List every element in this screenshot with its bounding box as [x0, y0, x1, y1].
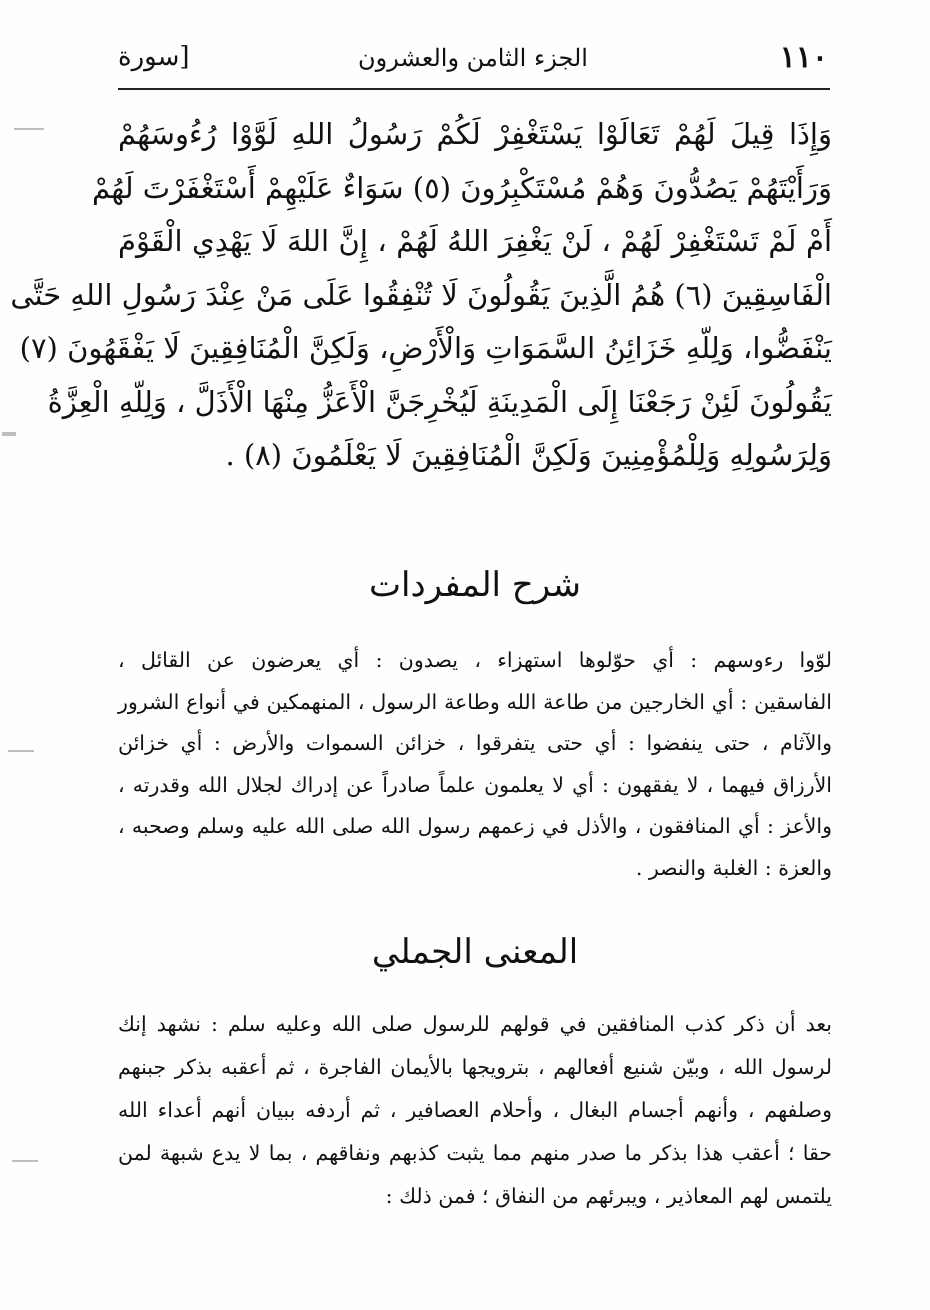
- quran-line: يَقُولُونَ لَئِنْ رَجَعْنَا إِلَى الْمَدِينَةِ لَيُخْرِجَنَّ الْأَعَزُّ مِنْهَا الْأَذَلَّ ، وَلِلّهِ الْعِزَّةُ: [47, 384, 832, 419]
- meaning-heading: المعنى الجملي: [371, 932, 579, 972]
- meaning-line: بعد أن ذكر كذب المنافقين في قولهم للرسول صلى الله وعليه سلم : نشهد إنك: [118, 1012, 832, 1036]
- page-number: ١١٠: [779, 40, 828, 75]
- meaning-line: يلتمس لهم المعاذير ، ويبرئهم من النفاق ؛ فمن ذلك :: [385, 1184, 832, 1208]
- vocab-heading: شرح المفردات: [368, 565, 582, 605]
- header-divider: [118, 88, 830, 90]
- scan-speck: [2, 432, 16, 436]
- surah-label: [سورة: [118, 42, 190, 72]
- quran-line: وَإِذَا قِيلَ لَهُمْ تَعَالَوْا يَسْتَغْفِرْ لَكُمْ رَسُولُ اللهِ لَوَّوْا رُءُوسَهُمْ: [118, 117, 832, 151]
- vocab-line: الفاسقين : أي الخارجين من طاعة الله وطاعة الرسول ، المنهمكين في أنواع الشرور: [118, 689, 832, 714]
- quran-line: أَمْ لَمْ تَسْتَغْفِرْ لَهُمْ ، لَنْ يَغْفِرَ اللهُ لَهُمْ ، إِنَّ اللهَ لَا يَهْدِي الْقَوْمَ: [118, 224, 832, 258]
- meaning-line: لرسول الله ، وبيّن شنيع أفعالهم ، بترويجها بالأيمان الفاجرة ، ثم أعقبه بذكر جبنهم: [118, 1055, 832, 1079]
- quran-line: الْفَاسِقِينَ (٦) هُمُ الَّذِينَ يَقُولُونَ لَا تُنْفِقُوا عَلَى مَنْ عِنْدَ رَسُولِ اللهِ حَتَّى: [10, 277, 832, 312]
- meaning-paragraph: [118, 1003, 832, 1218]
- vocab-line: والعزة : الغلبة والنصر .: [635, 855, 832, 880]
- vocab-line: والآثام ، حتى ينفضوا : أي حتى يتفرقوا ، خزائن السموات والأرض : أي خزائن: [118, 731, 832, 755]
- quran-line: وَلِرَسُولِهِ وَلِلْمُؤْمِنِينَ وَلَكِنَّ الْمُنَافِقِينَ لَا يَعْلَمُونَ (٨) .: [225, 438, 832, 472]
- quran-verses: [10, 108, 832, 483]
- quran-line: يَنْفَضُّوا، وَلِلّهِ خَزَائِنُ السَّمَوَاتِ وَالْأَرْضِ، وَلَكِنَّ الْمُنَافِقِينَ لَا يَفْقَهُونَ (٧): [19, 331, 832, 365]
- meaning-line: حقا ؛ أعقب هذا بذكر ما صدر منهم مما يثبت كذبهم ونفاقهم ، بما لا يدع شبهة لمن: [118, 1141, 832, 1165]
- vocab-line: لوّوا رءوسهم : أي حوّلوها استهزاء ، يصدون : أي يعرضون عن القائل ،: [118, 648, 832, 672]
- scan-speck: [12, 1160, 38, 1162]
- vocab-line: والأعز : أي المنافقون ، والأذل في زعمهم رسول الله صلى الله عليه وسلم وصحبه ،: [118, 814, 832, 838]
- page-header: [118, 36, 828, 86]
- quran-line: وَرَأَيْتَهُمْ يَصُدُّونَ وَهُمْ مُسْتَكْبِرُونَ (٥) سَوَاءٌ عَلَيْهِمْ أَسْتَغْفَرْتَ لَهُمْ: [92, 170, 832, 205]
- scan-speck: [14, 128, 44, 130]
- meaning-line: وصلفهم ، وأنهم أجسام البغال ، وأحلام العصافير ، ثم أردفه ببيان أنهم أعداء الله: [118, 1098, 832, 1122]
- running-title: الجزء الثامن والعشرون: [358, 44, 588, 72]
- scan-speck: [8, 750, 34, 752]
- vocab-paragraph: [118, 640, 832, 889]
- vocab-line: الأرزاق فيهما ، لا يفقهون : أي لا يعلمون علماً صادراً عن إدراك لجلال الله وقدرته ،: [118, 772, 832, 797]
